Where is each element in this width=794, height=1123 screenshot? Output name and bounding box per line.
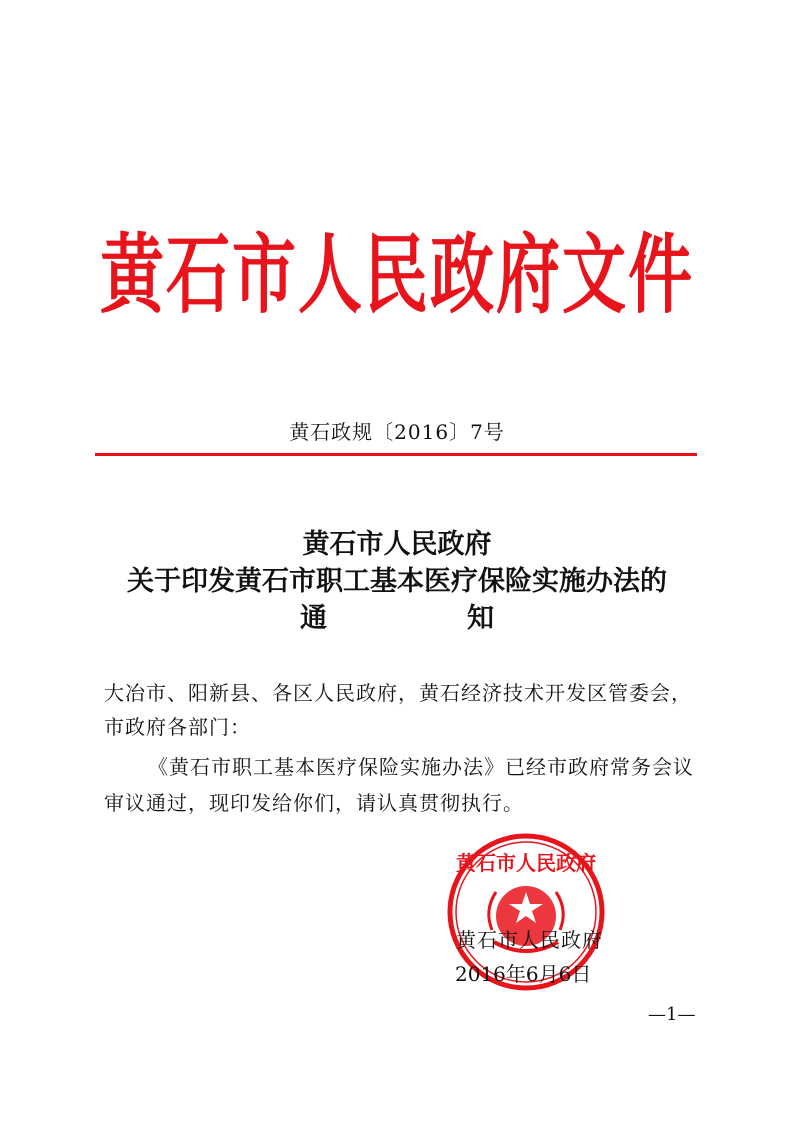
addressee-line1: 大冶市、阳新县、各区人民政府，黄石经济技术开发区管委会， [104, 681, 692, 705]
masthead-title: 黄石市人民政府文件 [100, 226, 694, 326]
addressee-line2: 市政府各部门： [104, 715, 251, 739]
issuer-signature: 黄石市人民政府 [456, 928, 603, 952]
title-char-tong: 通 [300, 603, 327, 634]
title-char-zhi: 知 [467, 603, 494, 634]
body-text-line2: 审议通过，现印发给你们，请认真贯彻执行。 [104, 791, 524, 815]
document-number: 黄石政规〔2016〕7号 [289, 420, 505, 444]
seal-text: 黄石市人民政府 [456, 851, 596, 875]
document-title-line1: 黄石市人民政府 [302, 529, 492, 560]
issue-date: 2016年6月6日 [455, 962, 592, 986]
red-divider-line [95, 453, 697, 456]
document-title-line3 [0, 601, 794, 637]
body-text-line1: 《黄石市职工基本医疗保险实施办法》已经市政府常务会议 [148, 755, 694, 779]
page-number: —1— [648, 1004, 696, 1025]
document-title-line2: 关于印发黄石市职工基本医疗保险实施办法的 [127, 566, 667, 597]
